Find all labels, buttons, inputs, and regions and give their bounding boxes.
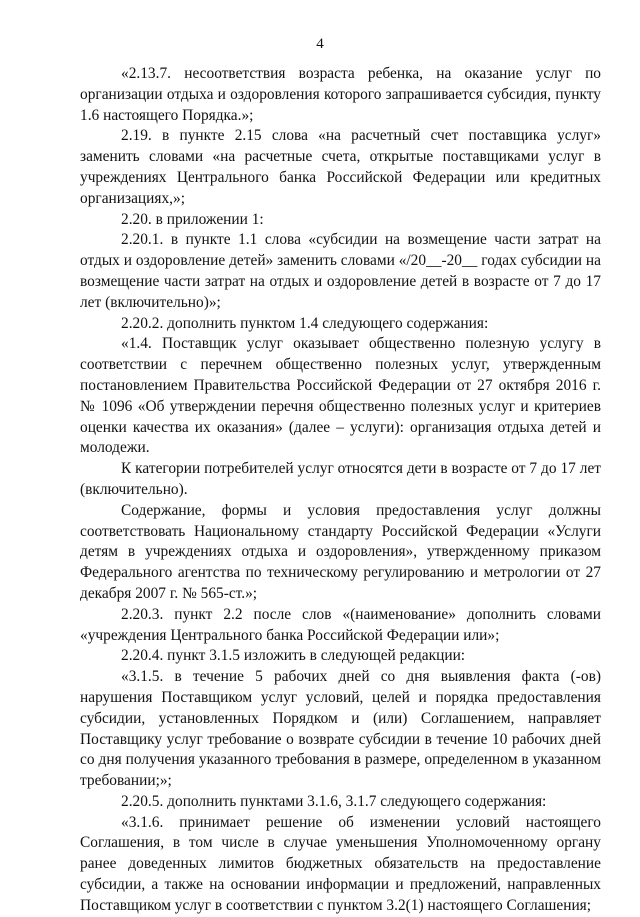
paragraph-consumer-category: К категории потребителей услуг относятся дети в возрасте от 7 до 17 лет (включительно). bbox=[80, 460, 601, 498]
paragraph-2-20: 2.20. в приложении 1: bbox=[121, 210, 264, 228]
paragraph-2-20-3: 2.20.3. пункт 2.2 после слов «(наименование» дополнить словами «учреждения Центрального банка Российской Федерации или»; bbox=[80, 605, 601, 644]
paragraph-2-20-5: 2.20.5. дополнить пунктами 3.1.6, 3.1.7 следующего содержания: bbox=[121, 792, 547, 810]
paragraph-2-20-1: 2.20.1. в пункте 1.1 слова «субсидии на возмещение части затрат на отдых и оздоровление детей» заменить словами «/20__-20__ годах субсидии на возмещение части затрат на отдых и оздоровление детей в возрасте от 7 до 17 лет (включительно)»; bbox=[80, 231, 601, 311]
paragraph-2-20-2: 2.20.2. дополнить пунктом 1.4 следующего содержания: bbox=[121, 314, 489, 332]
paragraph-content-standard: Содержание, формы и условия предоставления услуг должны соответствовать Национальному стандарту Российской Федерации «Услуги детям в учреждениях отдыха и оздоровления», утвержденному приказом Федерального агентства по техническому регулированию и метрологии от 27 декабря 2007 г. № 565-ст.»; bbox=[80, 501, 601, 602]
paragraph-3-1-5: «3.1.5. в течение 5 рабочих дней со дня выявления факта (-ов) нарушения Поставщиком услуг условий, целей и порядка предоставления субсидии, установленных Порядком и (или) Соглашением, направляет Поставщику услуг требование о возврате субсидии в течение 10 рабочих дней со дня получения указанного требования в размере, определенном в указанном требовании;»; bbox=[80, 668, 601, 790]
document-body bbox=[80, 64, 601, 917]
paragraph-2-20-4: 2.20.4. пункт 3.1.5 изложить в следующей редакции: bbox=[121, 647, 466, 665]
paragraph-1-4: «1.4. Поставщик услуг оказывает общественно полезную услугу в соответствии с перечнем общественно полезных услуг, утвержденным постановлением Правительства Российской Федерации от 27 октября 2016 г. № 1096 «Об утверждении перечня общественно полезных услуг и критериев оценки качества их оказания» (далее – услуги): организация отдыха детей и молодежи. bbox=[80, 335, 601, 457]
paragraph-3-1-6: «3.1.6. принимает решение об изменении условий настоящего Соглашения, в том числе в случае уменьшения Уполномоченному органу ранее доведенных лимитов бюджетных обязательств на предоставление субсидии, а также на основании информации и предложений, направленных Поставщиком услуг в соответствии с пунктом 3.2(1) настоящего Соглашения; bbox=[80, 813, 601, 914]
page-number: 4 bbox=[316, 36, 324, 52]
paragraph-2-13-7: «2.13.7. несоответствия возраста ребенка, на оказание услуг по организации отдыха и оздоровления которого запрашивается субсидия, пункту 1.6 настоящего Порядка.»; bbox=[80, 65, 601, 124]
paragraph-2-19: 2.19. в пункте 2.15 слова «на расчетный счет поставщика услуг» заменить словами «на расчетные счета, открытые поставщиками услуг в учреждениях Центрального банка Российской Федерации или кредитных организациях,»; bbox=[80, 127, 601, 207]
